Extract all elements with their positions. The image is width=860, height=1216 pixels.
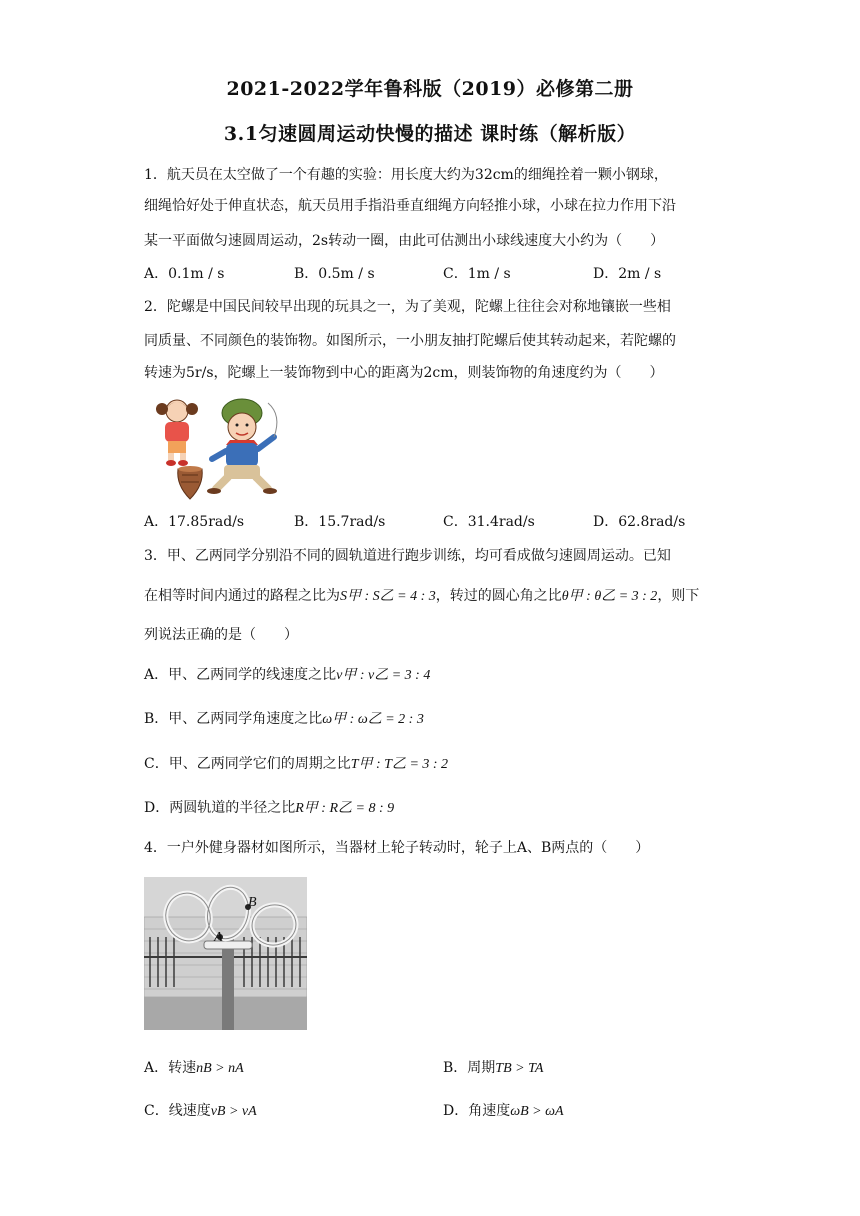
q4-option-c-math: vB > vA xyxy=(210,1104,257,1119)
q4-option-d-text: D．角速度 xyxy=(443,1103,511,1119)
q3-ratio-angle: θ甲 : θ乙 = 3 : 2 xyxy=(561,589,658,604)
spinning-top-figure xyxy=(178,466,203,499)
q3-option-a-math: v甲 : v乙 = 3 : 4 xyxy=(336,668,431,683)
q2-option-a: A．17.85rad/s xyxy=(144,514,245,530)
q3-ratio-distance: S甲 : S乙 = 4 : 3 xyxy=(340,589,436,604)
q3-option-d xyxy=(144,798,394,819)
q3-option-c-text: C．甲、乙两同学它们的周期之比 xyxy=(144,756,351,772)
q3-option-b-text: B．甲、乙两同学角速度之比 xyxy=(144,711,323,727)
q4-option-a-math: nB > nA xyxy=(196,1061,244,1076)
q1-option-d: D．2m / s xyxy=(593,266,662,282)
point-b-label: B xyxy=(248,895,257,910)
q3-line-2-text-a: 在相等时间内通过的路程之比为 xyxy=(144,588,340,604)
q2-line-1: 2．陀螺是中国民间较早出现的玩具之一，为了美观，陀螺上往往会对称地镶嵌一些相 xyxy=(144,299,671,315)
q2-option-b: B．15.7rad/s xyxy=(294,514,386,530)
q1-option-a: A．0.1m / s xyxy=(144,266,225,282)
q3-option-c-math: T甲 : T乙 = 3 : 2 xyxy=(350,757,449,772)
doc-title-line1: 2021-2022学年鲁科版（2019）必修第二册 xyxy=(226,78,634,100)
q3-option-b xyxy=(144,709,424,730)
q4-option-b-math: TB > TA xyxy=(495,1061,544,1076)
q1-line-3: 某一平面做匀速圆周运动，2s转动一圈，由此可估测出小球线速度大小约为（ ） xyxy=(144,233,665,249)
q4-option-d xyxy=(443,1101,564,1122)
q2-line-3: 转速为5r/s，陀螺上一装饰物到中心的距离为2cm，则装饰物的角速度约为（ ） xyxy=(144,365,664,381)
q4-option-b xyxy=(443,1058,543,1079)
q1-option-b: B．0.5m / s xyxy=(294,266,375,282)
q3-line-2 xyxy=(144,586,724,607)
doc-title-line2: 3.1匀速圆周运动快慢的描述 课时练（解析版） xyxy=(223,123,637,145)
q3-option-d-math: R甲 : R乙 = 8 : 9 xyxy=(295,801,395,816)
q2-option-d: D．62.8rad/s xyxy=(593,514,686,530)
q4-option-a-text: A．转速 xyxy=(144,1060,197,1076)
point-a-label: A xyxy=(214,930,223,945)
q4-option-d-math: ωB > ωA xyxy=(510,1104,564,1119)
q4-option-b-text: B．周期 xyxy=(443,1060,496,1076)
boy-figure xyxy=(207,399,277,494)
q3-option-d-text: D．两圆轨道的半径之比 xyxy=(144,800,296,816)
q4-option-c-text: C．线速度 xyxy=(144,1103,211,1119)
q4-option-c xyxy=(144,1101,257,1122)
fitness-equipment-photo xyxy=(144,877,307,1030)
q1-line-2: 细绳恰好处于伸直状态，航天员用手指沿垂直细绳方向轻推小球，小球在拉力作用下沿 xyxy=(144,198,676,214)
q3-line-3: 列说法正确的是（ ） xyxy=(144,627,298,643)
q3-line-2-text-c: ，则下 xyxy=(657,588,700,604)
girl-figure xyxy=(156,400,198,466)
q3-line-2-text-b: ，转过的圆心角之比 xyxy=(435,588,562,604)
q4-option-a xyxy=(144,1058,244,1079)
q3-option-a xyxy=(144,665,430,686)
q2-option-c: C．31.4rad/s xyxy=(443,514,535,530)
q1-line-1: 1．航天员在太空做了一个有趣的实验：用长度大约为32cm的细绳拴着一颗小钢球， xyxy=(144,167,668,183)
q3-option-b-math: ω甲 : ω乙 = 2 : 3 xyxy=(322,712,424,727)
q3-option-c xyxy=(144,754,448,775)
spinning-top-illustration xyxy=(150,393,290,505)
q2-line-2: 同质量、不同颜色的装饰物。如图所示，一小朋友抽打陀螺后使其转动起来，若陀螺的 xyxy=(144,333,676,349)
q3-line-1: 3．甲、乙两同学分别沿不同的圆轨道进行跑步训练，均可看成做匀速圆周运动。已知 xyxy=(144,548,671,564)
q1-option-c: C．1m / s xyxy=(443,266,511,282)
q3-option-a-text: A．甲、乙两同学的线速度之比 xyxy=(144,667,337,683)
q4-line-1: 4．一户外健身器材如图所示，当器材上轮子转动时，轮子上A、B两点的（ ） xyxy=(144,840,650,856)
